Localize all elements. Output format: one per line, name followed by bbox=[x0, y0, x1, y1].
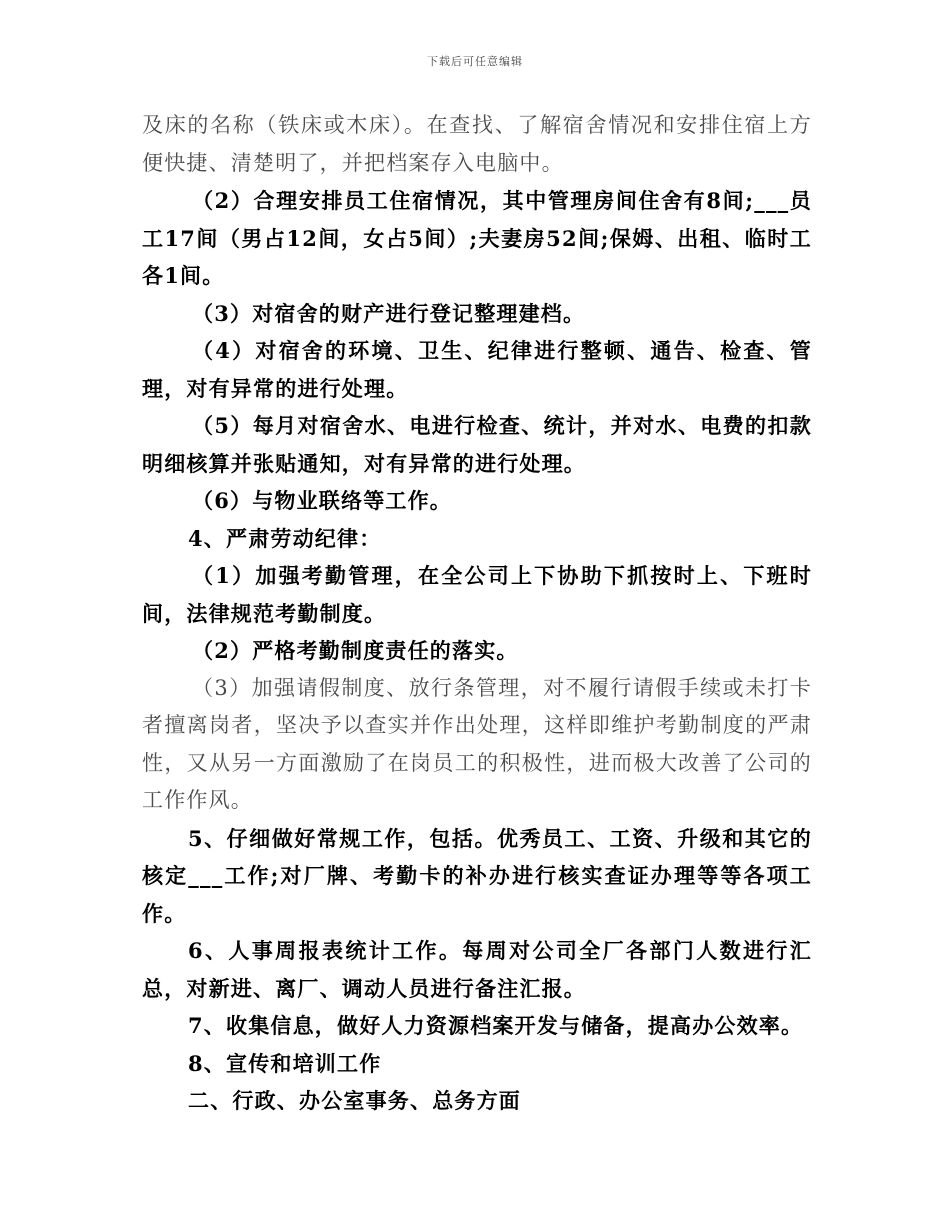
section-heading-5-routine-work: 5、仔细做好常规工作，包括。优秀员工、工资、升级和其它的核定___工作;对厂牌、考勤卡的补办进行核实查证办理等等各项工作。 bbox=[142, 825, 812, 926]
paragraph-discipline-item-1: （1）加强考勤管理，在全公司上下协助下抓按时上、下班时间，法律规范考勤制度。 bbox=[142, 563, 812, 626]
paragraph-dorm-archive: 及床的名称（铁床或木床）。在查找、了解宿舍情况和安排住宿上方便快捷、清楚明了，并把档案存入电脑中。 bbox=[142, 113, 812, 175]
paragraph-discipline-item-3: （3）加强请假制度、放行条管理，对不履行请假手续或未打卡者擅离岗者，坚决予以查实并作出处理，这样即维护考勤制度的严肃性，又从另一方面激励了在岗员工的积极性，进而极大改善了公司的工作作风。 bbox=[142, 675, 812, 812]
section-heading-8-training: 8、宣传和培训工作 bbox=[188, 1050, 382, 1076]
section-heading-4-discipline: 4、严肃劳动纪律： bbox=[188, 525, 382, 551]
section-heading-7-information: 7、收集信息，做好人力资源档案开发与储备，提高办公效率。 bbox=[188, 1013, 804, 1038]
section-heading-6-weekly-report: 6、人事周报表统计工作。每周对公司全厂各部门人数进行汇总，对新进、离厂、调动人员进行备注汇报。 bbox=[142, 938, 812, 1001]
paragraph-item-4-environment: （4）对宿舍的环境、卫生、纪律进行整顿、通告、检查、管理，对有异常的进行处理。 bbox=[142, 338, 812, 401]
paragraph-item-2-dorm-allocation: （2）合理安排员工住宿情况，其中管理房间住舍有8间;___员工17间（男占12间，女占5间）;夫妻房52间;保姆、出租、临时工各1间。 bbox=[142, 188, 812, 288]
page-header: 下载后可任意编辑 bbox=[427, 55, 523, 68]
paragraph-discipline-item-2: （2）严格考勤制度责任的落实。 bbox=[192, 638, 519, 663]
paragraph-item-6-property-liaison: （6）与物业联络等工作。 bbox=[192, 488, 453, 513]
paragraph-item-3-property-registry: （3）对宿舍的财产进行登记整理建档。 bbox=[192, 300, 586, 326]
section-heading-admin-office: 二、行政、办公室事务、总务方面 bbox=[188, 1088, 521, 1113]
document-body bbox=[142, 107, 812, 1120]
paragraph-item-5-utilities: （5）每月对宿舍水、电进行检查、统计，并对水、电费的扣款明细核算并张贴通知，对有异常的进行处理。 bbox=[142, 413, 812, 476]
